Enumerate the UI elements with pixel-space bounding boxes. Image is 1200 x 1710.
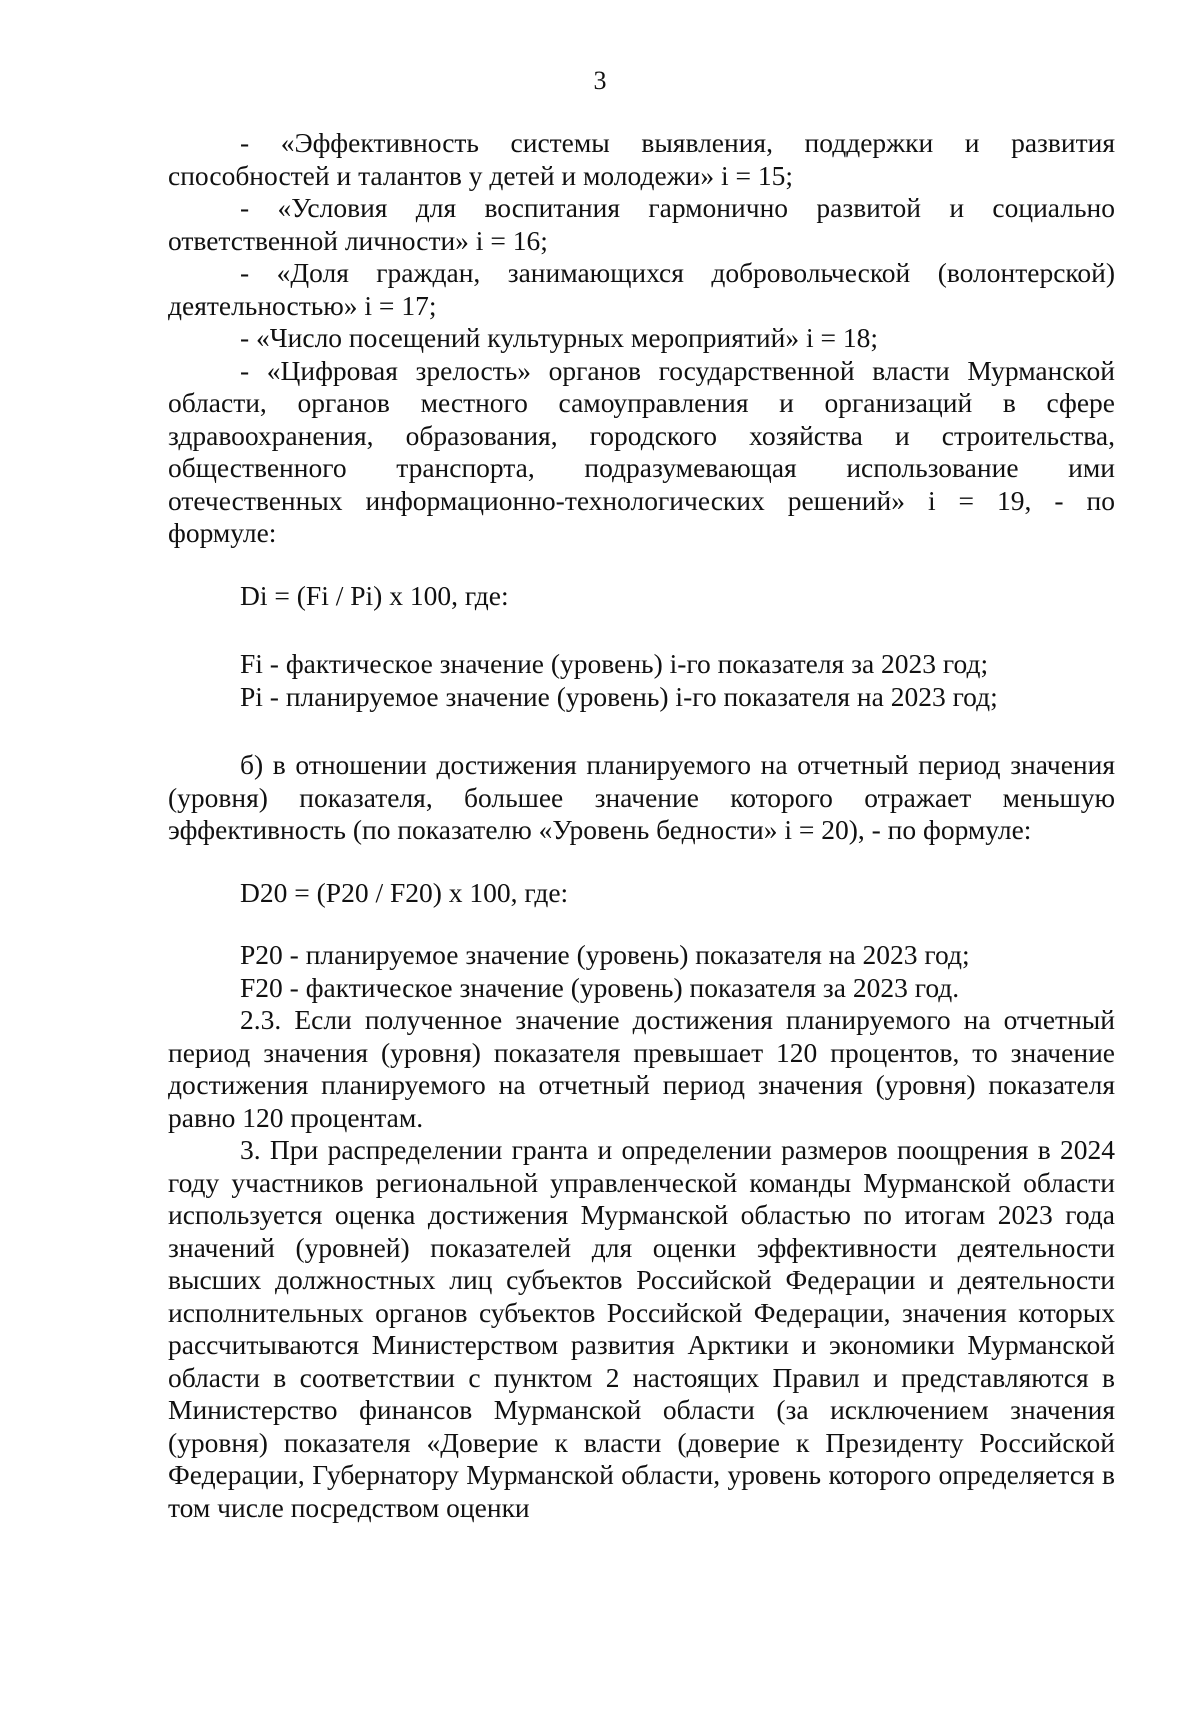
definition-fi: Fi - фактическое значение (уровень) i-го показателя за 2023 год; (240, 648, 989, 679)
definition-pi: Pi - планируемое значение (уровень) i-го показателя на 2023 год; (240, 680, 998, 712)
paragraph-indicator-18: - «Число посещений культурных мероприятий» i = 18; (240, 322, 878, 353)
definition-p20: P20 - планируемое значение (уровень) показателя на 2023 год; (240, 939, 970, 970)
formula-di: Di = (Fi / Pi) x 100, где: (240, 579, 509, 611)
paragraph-2-3: 2.3. Если полученное значение достижения планируемого на отчетный период значения (уровня) показателя превышает 120 процентов, то значение достижения планируемого на отчетный период значения (уровня) показателя равно 120 процентам. (168, 1004, 1115, 1133)
page-number: 3 (593, 66, 607, 95)
formula-d20: D20 = (P20 / F20) x 100, где: (240, 876, 569, 908)
document-body (168, 127, 1115, 1524)
paragraph-subitem-b: б) в отношении достижения планируемого на отчетный период значения (уровня) показателя, большее значение которого отражает меньшую эффективность (по показателю «Уровень бедности» i = 20), - по формуле: (168, 749, 1115, 845)
definition-f20: F20 - фактическое значение (уровень) показателя за 2023 год. (240, 971, 960, 1003)
paragraph-indicator-16: - «Условия для воспитания гармонично развитой и социально ответственной личности» i = 16; (168, 192, 1115, 256)
paragraph-3: 3. При распределении гранта и определении размеров поощрения в 2024 году участников региональной управленческой команды Мурманской области используется оценка достижения Мурманской областью по итогам 2023 года значений (уровней) показателей для оценки эффективности деятельности высших должностных лиц субъектов Российской Федерации и деятельности исполнительных органов субъектов Российской Федерации, значения которых рассчитываются Министерством развития Арктики и экономики Мурманской области в соответствии с пунктом 2 настоящих Правил и представляются в Министерство финансов Мурманской области (за исключением значения (уровня) показателя «Доверие к власти (доверие к Президенту Российской Федерации, Губернатору Мурманской области, уровень которого определяется в том числе посредством оценки (168, 1134, 1115, 1523)
paragraph-indicator-17: - «Доля граждан, занимающихся добровольческой (волонтерской) деятельностью» i = 17; (168, 257, 1115, 321)
paragraph-indicator-15: - «Эффективность системы выявления, поддержки и развития способностей и талантов у детей и молодежи» i = 15; (168, 127, 1115, 191)
paragraph-indicator-19: - «Цифровая зрелость» органов государственной власти Мурманской области, органов местного самоуправления и организаций в сфере здравоохранения, образования, городского хозяйства и строительства, общественного транспорта, подразумевающая использование ими отечественных информационно-технологических решений» i = 19, - по формуле: (168, 354, 1115, 548)
